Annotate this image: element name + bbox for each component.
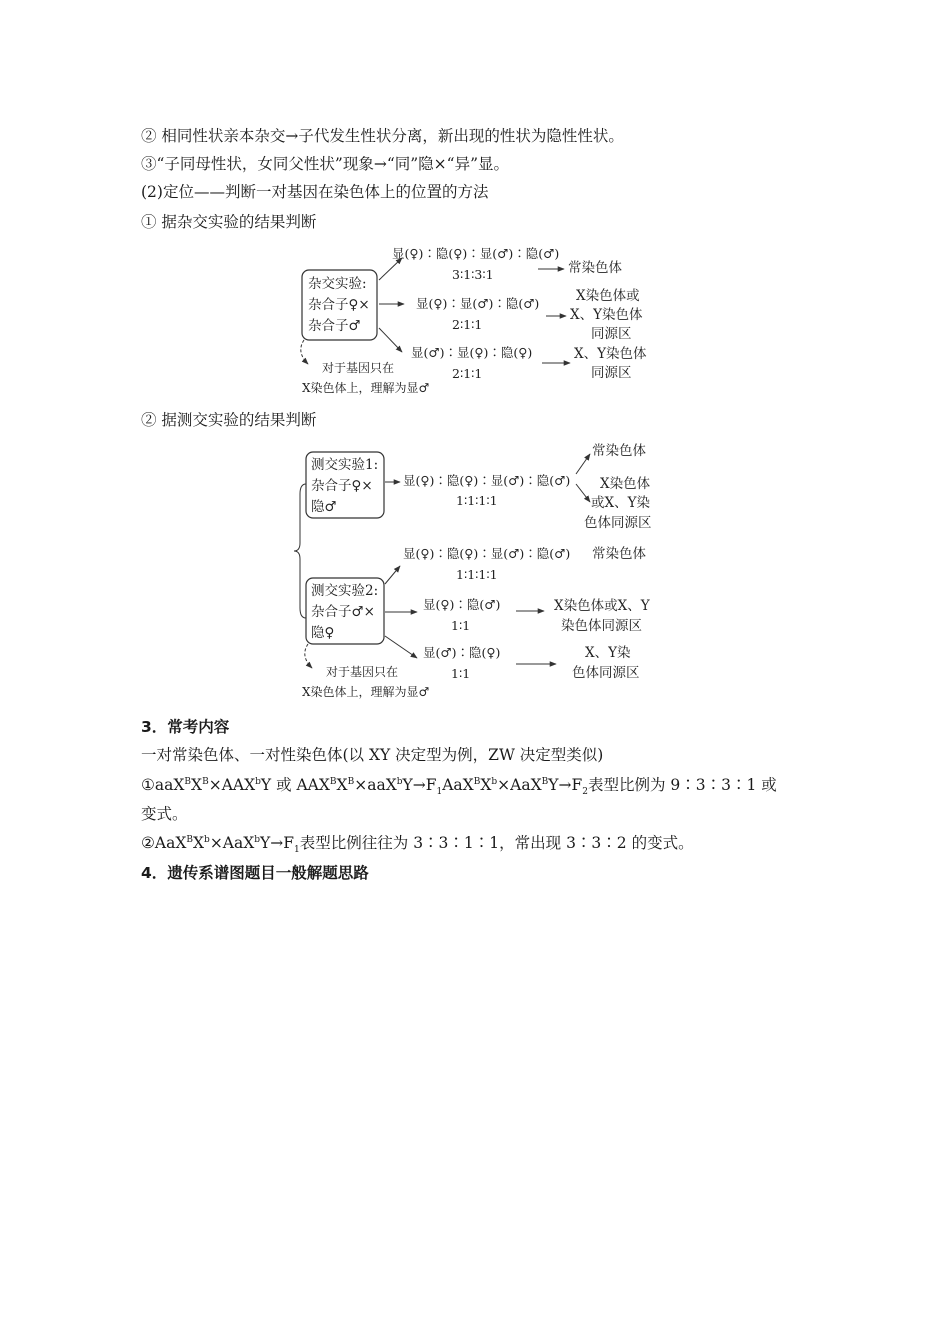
row1-nums: 3∶1∶3∶1	[452, 267, 494, 282]
test2-row1-result: 常染色体	[592, 546, 646, 562]
test2-row1-ratio: 显(♀)∶隐(♀)∶显(♂)∶隐(♂)	[403, 546, 571, 561]
test1-result-2b: 或X、Y染	[591, 495, 651, 511]
test-note-arrow	[305, 644, 312, 668]
text-line-5: ② 据测交实验的结果判断	[141, 411, 317, 429]
row3-result-1: X、Y染色体	[574, 346, 647, 362]
test1-result-2a: X染色体	[600, 476, 651, 492]
test-box-1-line-3: 隐♂	[311, 499, 337, 515]
cross-box-line-1: 杂交实验:	[308, 276, 367, 292]
arrow-row-1	[379, 258, 402, 280]
test2-row2-ratio: 显(♀)∶隐(♂)	[423, 597, 501, 612]
test-box-1-line-1: 测交实验1:	[311, 457, 379, 473]
test2-row3-arrow	[385, 636, 417, 658]
test1-result2-arrow	[576, 484, 590, 502]
test-box-2-line-1: 测交实验2:	[311, 583, 379, 599]
row2-result-3: 同源区	[591, 326, 632, 342]
test2-row3-result-1: X、Y染	[585, 645, 631, 661]
test1-ratio: 显(♀)∶隐(♀)∶显(♂)∶隐(♂)	[403, 473, 571, 488]
text-line-8: 变式。	[141, 805, 188, 823]
test1-result-2c: 色体同源区	[584, 515, 652, 531]
test2-row1-nums: 1∶1∶1∶1	[456, 567, 498, 582]
test-cross-diagram	[290, 438, 680, 703]
row2-result-2: X、Y染色体	[570, 307, 643, 323]
test1-result-1: 常染色体	[592, 443, 646, 459]
test2-row3-nums: 1∶1	[451, 666, 471, 681]
test2-row2-result-2: 染色体同源区	[561, 618, 642, 634]
row2-ratio: 显(♀)∶显(♂)∶隐(♂)	[416, 296, 540, 311]
test-box-1-line-2: 杂合子♀×	[311, 478, 373, 494]
row2-nums: 2∶1∶1	[452, 317, 483, 332]
cross-box-line-2: 杂合子♀×	[308, 297, 370, 313]
row1-result: 常染色体	[568, 260, 622, 276]
test1-result1-arrow	[576, 454, 590, 474]
test2-row2-nums: 1∶1	[451, 618, 471, 633]
brace	[294, 484, 306, 618]
test2-row1-arrow	[385, 566, 400, 584]
test2-row2-result-1: X染色体或X、Y	[554, 598, 650, 614]
test-box-2-line-2: 杂合子♂×	[311, 604, 375, 620]
note-line-1: 对于基因只在	[322, 361, 395, 375]
cross-experiment-diagram	[290, 240, 680, 400]
note-arrow	[301, 340, 308, 364]
arrow-row-3	[379, 328, 402, 352]
text-line-4: ① 据杂交实验的结果判断	[141, 213, 317, 231]
text-line-6: 一对常染色体、一对性染色体(以 XY 决定型为例，ZW 决定型类似)	[141, 746, 604, 764]
test2-row3-ratio: 显(♂)∶隐(♀)	[423, 645, 501, 660]
row2-result-1: X染色体或	[576, 288, 640, 304]
test-note-line-2: X染色体上，理解为显♂	[302, 685, 430, 699]
formula-line-2: $②AaX^BX^b\times AaX^bY\to F_1$表型比例往往为 3∶3∶1∶1，常出现 3∶3∶2 的变式。	[141, 834, 694, 856]
row3-nums: 2∶1∶1	[452, 366, 483, 381]
test1-nums: 1∶1∶1∶1	[456, 493, 498, 508]
test-note-line-1: 对于基因只在	[326, 665, 399, 679]
row1-ratio: 显(♀)∶隐(♀)∶显(♂)∶隐(♂)	[392, 246, 560, 261]
text-line-2: ③“子同母性状，女同父性状”现象→“同”隐×“异”显。	[141, 155, 510, 173]
section-3-heading: 3．常考内容	[141, 718, 230, 736]
text-line-1: ② 相同性状亲本杂交→子代发生性状分离，新出现的性状为隐性性状。	[141, 127, 624, 145]
row3-result-2: 同源区	[591, 365, 632, 381]
section-4-heading: 4．遗传系谱图题目一般解题思路	[141, 864, 369, 882]
note-line-2: X染色体上，理解为显♂	[302, 381, 430, 395]
formula-line-1: $①aaX^BX^B\times AAX^bY$ 或 $AAX^BX^B\times aaX^bY\to F_1AaX^BX^b\times AaX^BY\to F_2$表型比例为 9∶3∶3∶1 或	[141, 776, 777, 798]
cross-box-line-3: 杂合子♂	[308, 318, 361, 334]
test2-row3-result-2: 色体同源区	[572, 665, 640, 681]
row3-ratio: 显(♂)∶显(♀)∶隐(♀)	[411, 345, 533, 360]
text-line-3: (2)定位——判断一对基因在染色体上的位置的方法	[141, 183, 489, 201]
test-box-2-line-3: 隐♀	[311, 625, 335, 641]
